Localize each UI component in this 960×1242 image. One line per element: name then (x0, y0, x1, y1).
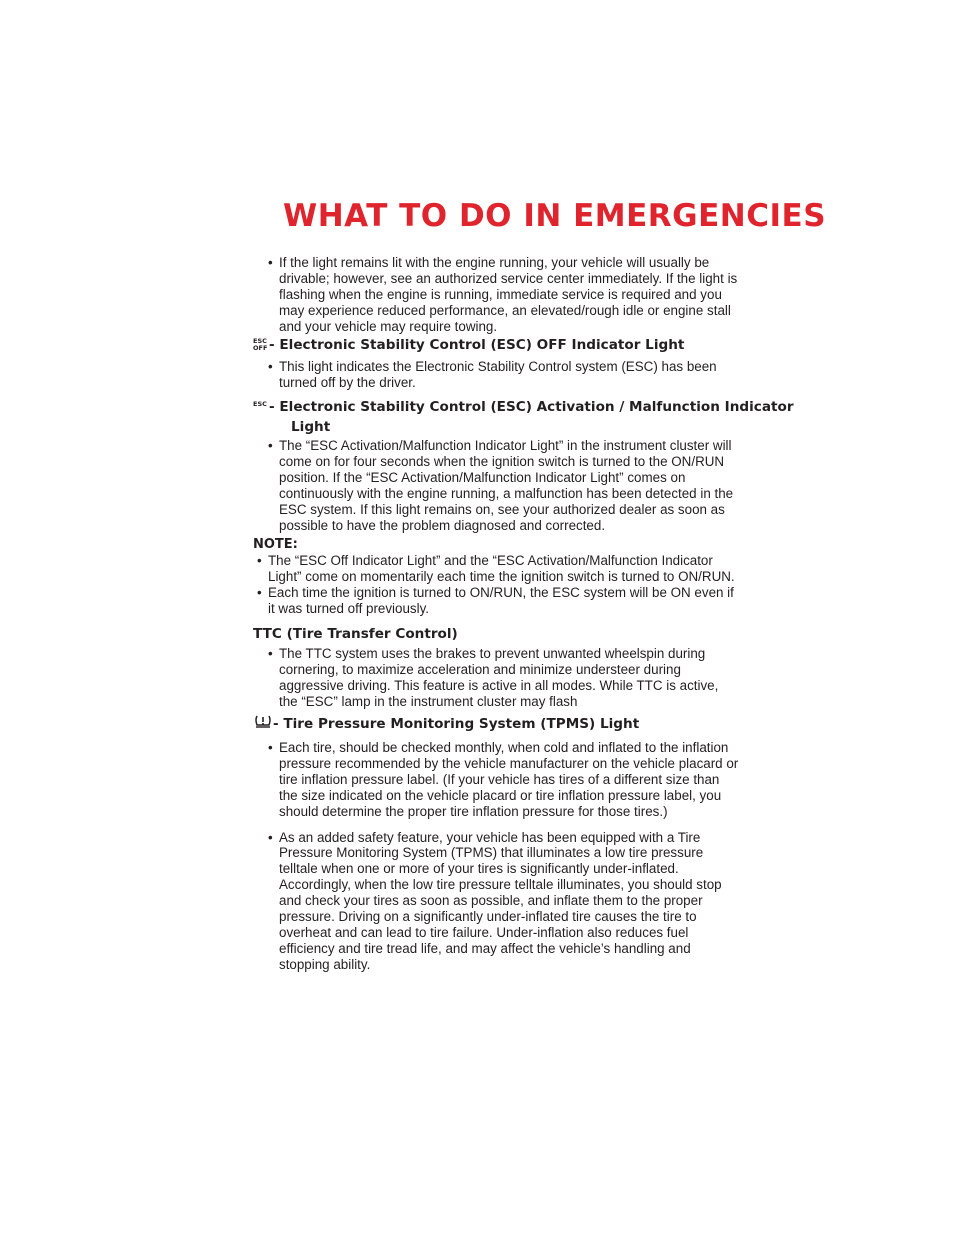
intro-section (279, 255, 739, 343)
esc-off-section (279, 359, 739, 399)
esc-activation-heading-line1: - Electronic Stability Control (ESC) Activation / Malfunction Indicator (269, 399, 794, 415)
note-bullet-1: • The “ESC Off Indicator Light” and the “ESC Activation/Malfunction Indicator Light” come on momentarily each time the ignition switch is turned to ON/RUN. (268, 553, 740, 585)
tire-pressure-warning-icon (254, 714, 272, 728)
tpms-bullet-1: • Each tire, should be checked monthly, when cold and inflated to the inflation pressure recommended by the vehicle manufacturer on the vehicle placard or tire inflation pressure label. (If your vehicle has tires of a different size than the size indicated on the vehicle placard or tire inflation pressure label, you should determine the proper tire inflation pressure for those tires.) (279, 740, 739, 820)
tpms-heading: - Tire Pressure Monitoring System (TPMS) Light (273, 716, 640, 732)
esc-off-bullet: • This light indicates the Electronic Stability Control system (ESC) has been turned off by the driver. (279, 359, 739, 391)
tpms-section (279, 740, 739, 981)
ttc-heading: TTC (Tire Transfer Control) (253, 626, 458, 642)
ttc-bullet: • The TTC system uses the brakes to prevent unwanted wheelspin during cornering, to maximize acceleration and minimize understeer during aggressive driving. This feature is active in all modes. While TTC is active, the “ESC” lamp in the instrument cluster may flash (279, 646, 739, 710)
esc-off-icon: ESC OFF (253, 337, 268, 352)
ttc-section (279, 646, 739, 718)
note-bullet-2: • Each time the ignition is turned to ON/RUN, the ESC system will be ON even if it was turned off previously. (268, 585, 740, 617)
note-section (268, 553, 740, 617)
tpms-bullet-2: • As an added safety feature, your vehicle has been equipped with a Tire Pressure Monitoring System (TPMS) that illuminates a low tire pressure telltale when one or more of your tires is significantly under-inflated. Accordingly, when the low tire pressure telltale illuminates, you should stop and check your tires as soon as possible, and inflate them to the proper pressure. Driving on a significantly under-inflated tire causes the tire to overheat and can lead to tire failure. Under-inflation also reduces fuel efficiency and tire tread life, and may affect the vehicle’s handling and stopping ability. (279, 830, 739, 973)
note-label: NOTE: (253, 537, 298, 552)
page-title: WHAT TO DO IN EMERGENCIES (283, 198, 827, 234)
intro-bullet: • If the light remains lit with the engine running, your vehicle will usually be drivable; however, see an authorized service center immediately. If the light is flashing when the engine is running, immediate service is required and you may experience reduced performance, an elevated/rough idle or engine stall and your vehicle may require towing. (279, 255, 739, 335)
esc-activation-bullet: • The “ESC Activation/Malfunction Indicator Light” in the instrument cluster will come on for four seconds when the ignition switch is turned to the ON/RUN position. If the “ESC Activation/Malfunction Indicator Light” comes on continuously with the engine running, a malfunction has been detected in the ESC system. If this light remains on, see your authorized dealer as soon as possible to have the problem diagnosed and corrected. (279, 438, 739, 533)
esc-activation-heading-line2: Light (291, 419, 331, 435)
esc-icon: ESC (253, 400, 267, 408)
esc-activation-section (279, 438, 739, 541)
esc-off-heading: - Electronic Stability Control (ESC) OFF Indicator Light (269, 337, 685, 353)
esc-activation-heading (269, 397, 794, 437)
